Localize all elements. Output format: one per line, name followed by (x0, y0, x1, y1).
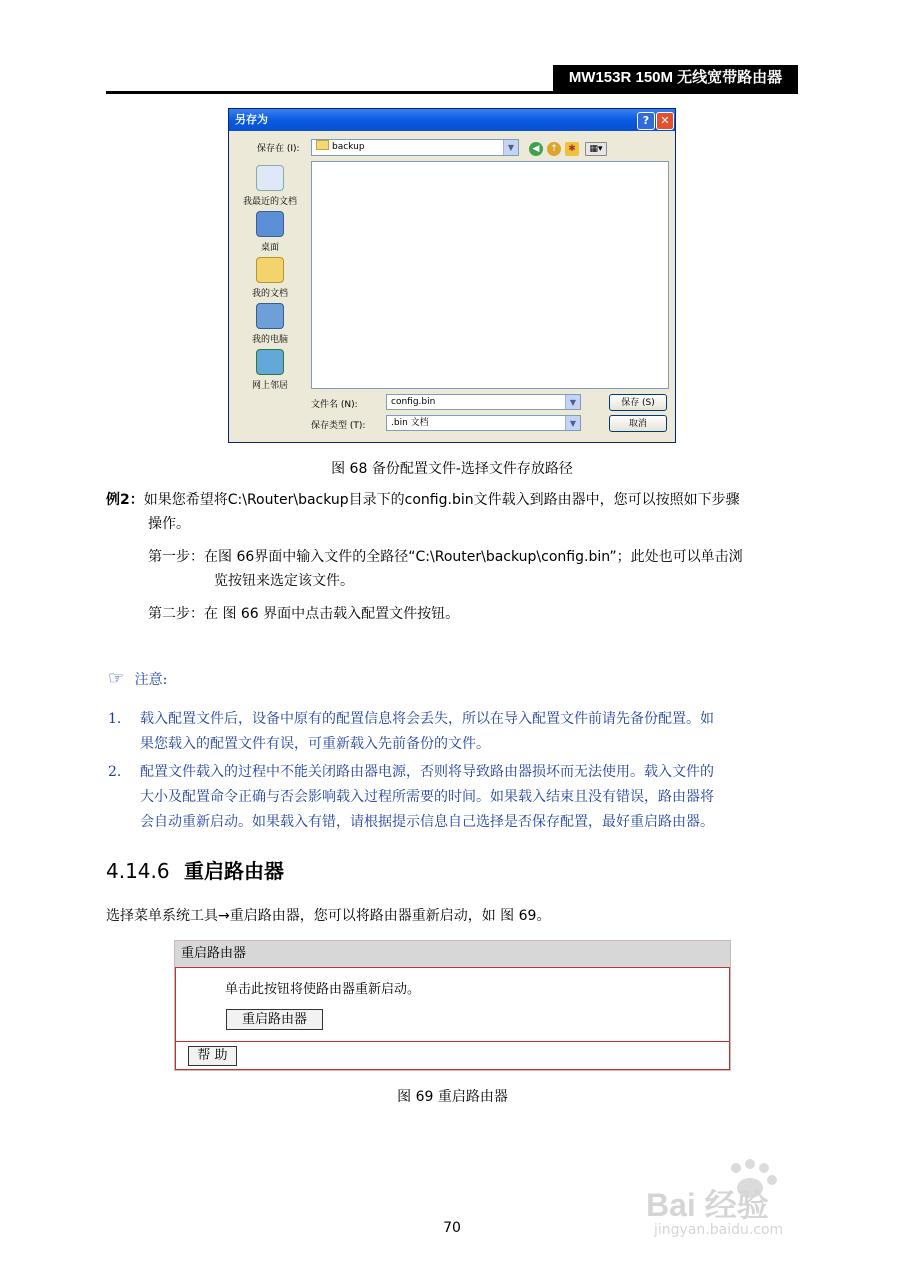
my-computer-icon (256, 303, 284, 329)
note-item-2-line2: 大小及配置命令正确与否会影响载入过程所需要的时间。如果载入结束且没有错误，路由器将 (140, 789, 714, 805)
desktop-icon (256, 211, 284, 237)
section-title: 重启路由器 (183, 859, 284, 883)
page-number: 70 (443, 1220, 461, 1236)
pointing-hand-icon: ☞ (108, 668, 125, 689)
reboot-panel (174, 940, 731, 1071)
example2-line2: 操作。 (148, 516, 190, 532)
place-network[interactable] (237, 349, 303, 391)
dialog-title: 另存为 (235, 113, 268, 126)
filetype-label: 保存类型 (T): (311, 421, 366, 431)
note-item-1-line1: 载入配置文件后，设备中原有的配置信息将会丢失，所以在导入配置文件前请先备份配置。如 (140, 711, 714, 727)
new-folder-icon[interactable]: ✱ (565, 142, 579, 156)
note-item-2-line3: 会自动重新启动。如果载入有错，请根据提示信息自己选择是否保存配置，最好重启路由器。 (140, 814, 714, 830)
baidu-watermark (640, 1158, 852, 1244)
section-heading (106, 855, 284, 884)
help-title-button[interactable]: ? (637, 112, 655, 130)
place-my-documents-label: 我的文档 (251, 289, 288, 299)
header-rule (106, 91, 798, 94)
help-button[interactable]: 帮 助 (188, 1046, 237, 1066)
close-title-button[interactable]: ✕ (656, 112, 674, 130)
section-intro: 选择菜单系统工具→重启路由器，您可以将路由器重新启动，如 图 69。 (106, 908, 551, 924)
place-desktop-label: 桌面 (260, 243, 279, 253)
example2-line1: 如果您希望将C:\Router\backup目录下的config.bin文件载入到路由器中，您可以按照如下步骤 (143, 492, 740, 508)
note-item-1-num: 1. (108, 711, 122, 727)
chevron-down-icon: ▼ (503, 140, 518, 155)
save-in-dropdown[interactable] (311, 139, 519, 156)
panel-title: 重启路由器 (175, 941, 730, 967)
place-recent-label: 我最近的文档 (242, 197, 297, 207)
view-menu-icon[interactable]: ▦▾ (585, 142, 607, 156)
network-places-icon (256, 349, 284, 375)
place-recent[interactable] (237, 165, 303, 207)
filename-value: config.bin (391, 397, 436, 407)
back-icon[interactable]: ◀ (529, 142, 543, 156)
place-my-computer[interactable] (237, 303, 303, 345)
place-desktop[interactable] (237, 211, 303, 253)
chevron-down-icon: ▼ (565, 416, 580, 430)
example2-paragraph (106, 489, 740, 511)
filename-input[interactable] (386, 394, 581, 410)
watermark-url: jingyan.baidu.com (654, 1222, 784, 1238)
save-as-dialog (228, 108, 676, 443)
example2-label: 例2： (106, 492, 144, 508)
step2: 第二步：在 图 66 界面中点击载入配置文件按钮。 (148, 606, 460, 622)
filetype-dropdown[interactable] (386, 415, 581, 431)
dialog-titlebar (229, 109, 675, 131)
note-heading (108, 666, 167, 693)
step1-line1: 第一步：在图 66界面中输入文件的全路径“C:\Router\backup\config.bin”；此处也可以单击浏 (148, 549, 743, 565)
up-folder-icon[interactable]: ↑ (547, 142, 561, 156)
filetype-value: .bin 文档 (391, 418, 429, 428)
figure69-caption: 图 69 重启路由器 (397, 1089, 508, 1105)
panel-footer (175, 1042, 730, 1070)
section-number: 4.14.6 (106, 859, 170, 883)
recent-documents-icon (256, 165, 284, 191)
save-in-label: 保存在 (I): (257, 144, 300, 154)
filename-label: 文件名 (N): (311, 400, 358, 410)
place-network-label: 网上邻居 (251, 381, 288, 391)
watermark-logo-text: Bai 经验 (646, 1187, 769, 1223)
note-item-2-line1: 配置文件载入的过程中不能关闭路由器电源，否则将导致路由器损坏而无法使用。载入文件的 (140, 764, 714, 780)
note-title: 注意: (134, 672, 168, 688)
figure68-caption: 图 68 备份配置文件-选择文件存放路径 (331, 461, 573, 477)
my-documents-icon (256, 257, 284, 283)
folder-icon (316, 140, 329, 150)
chevron-down-icon: ▼ (565, 395, 580, 409)
save-button[interactable]: 保存 (S) (609, 394, 667, 411)
place-my-documents[interactable] (237, 257, 303, 299)
cancel-button[interactable]: 取消 (609, 415, 667, 432)
step1-line2: 览按钮来选定该文件。 (214, 573, 354, 589)
panel-body (175, 967, 730, 1042)
reboot-button[interactable]: 重启路由器 (226, 1009, 323, 1030)
reboot-message: 单击此按钮将使路由器重新启动。 (225, 982, 421, 997)
place-my-computer-label: 我的电脑 (251, 335, 288, 345)
file-list-area[interactable] (311, 161, 669, 389)
document-header-title: MW153R 150M 无线宽带路由器 (553, 65, 798, 91)
note-item-2-num: 2. (108, 764, 122, 780)
note-item-1-line2: 果您载入的配置文件有误，可重新载入先前备份的文件。 (140, 736, 490, 752)
save-in-value: backup (332, 142, 365, 152)
